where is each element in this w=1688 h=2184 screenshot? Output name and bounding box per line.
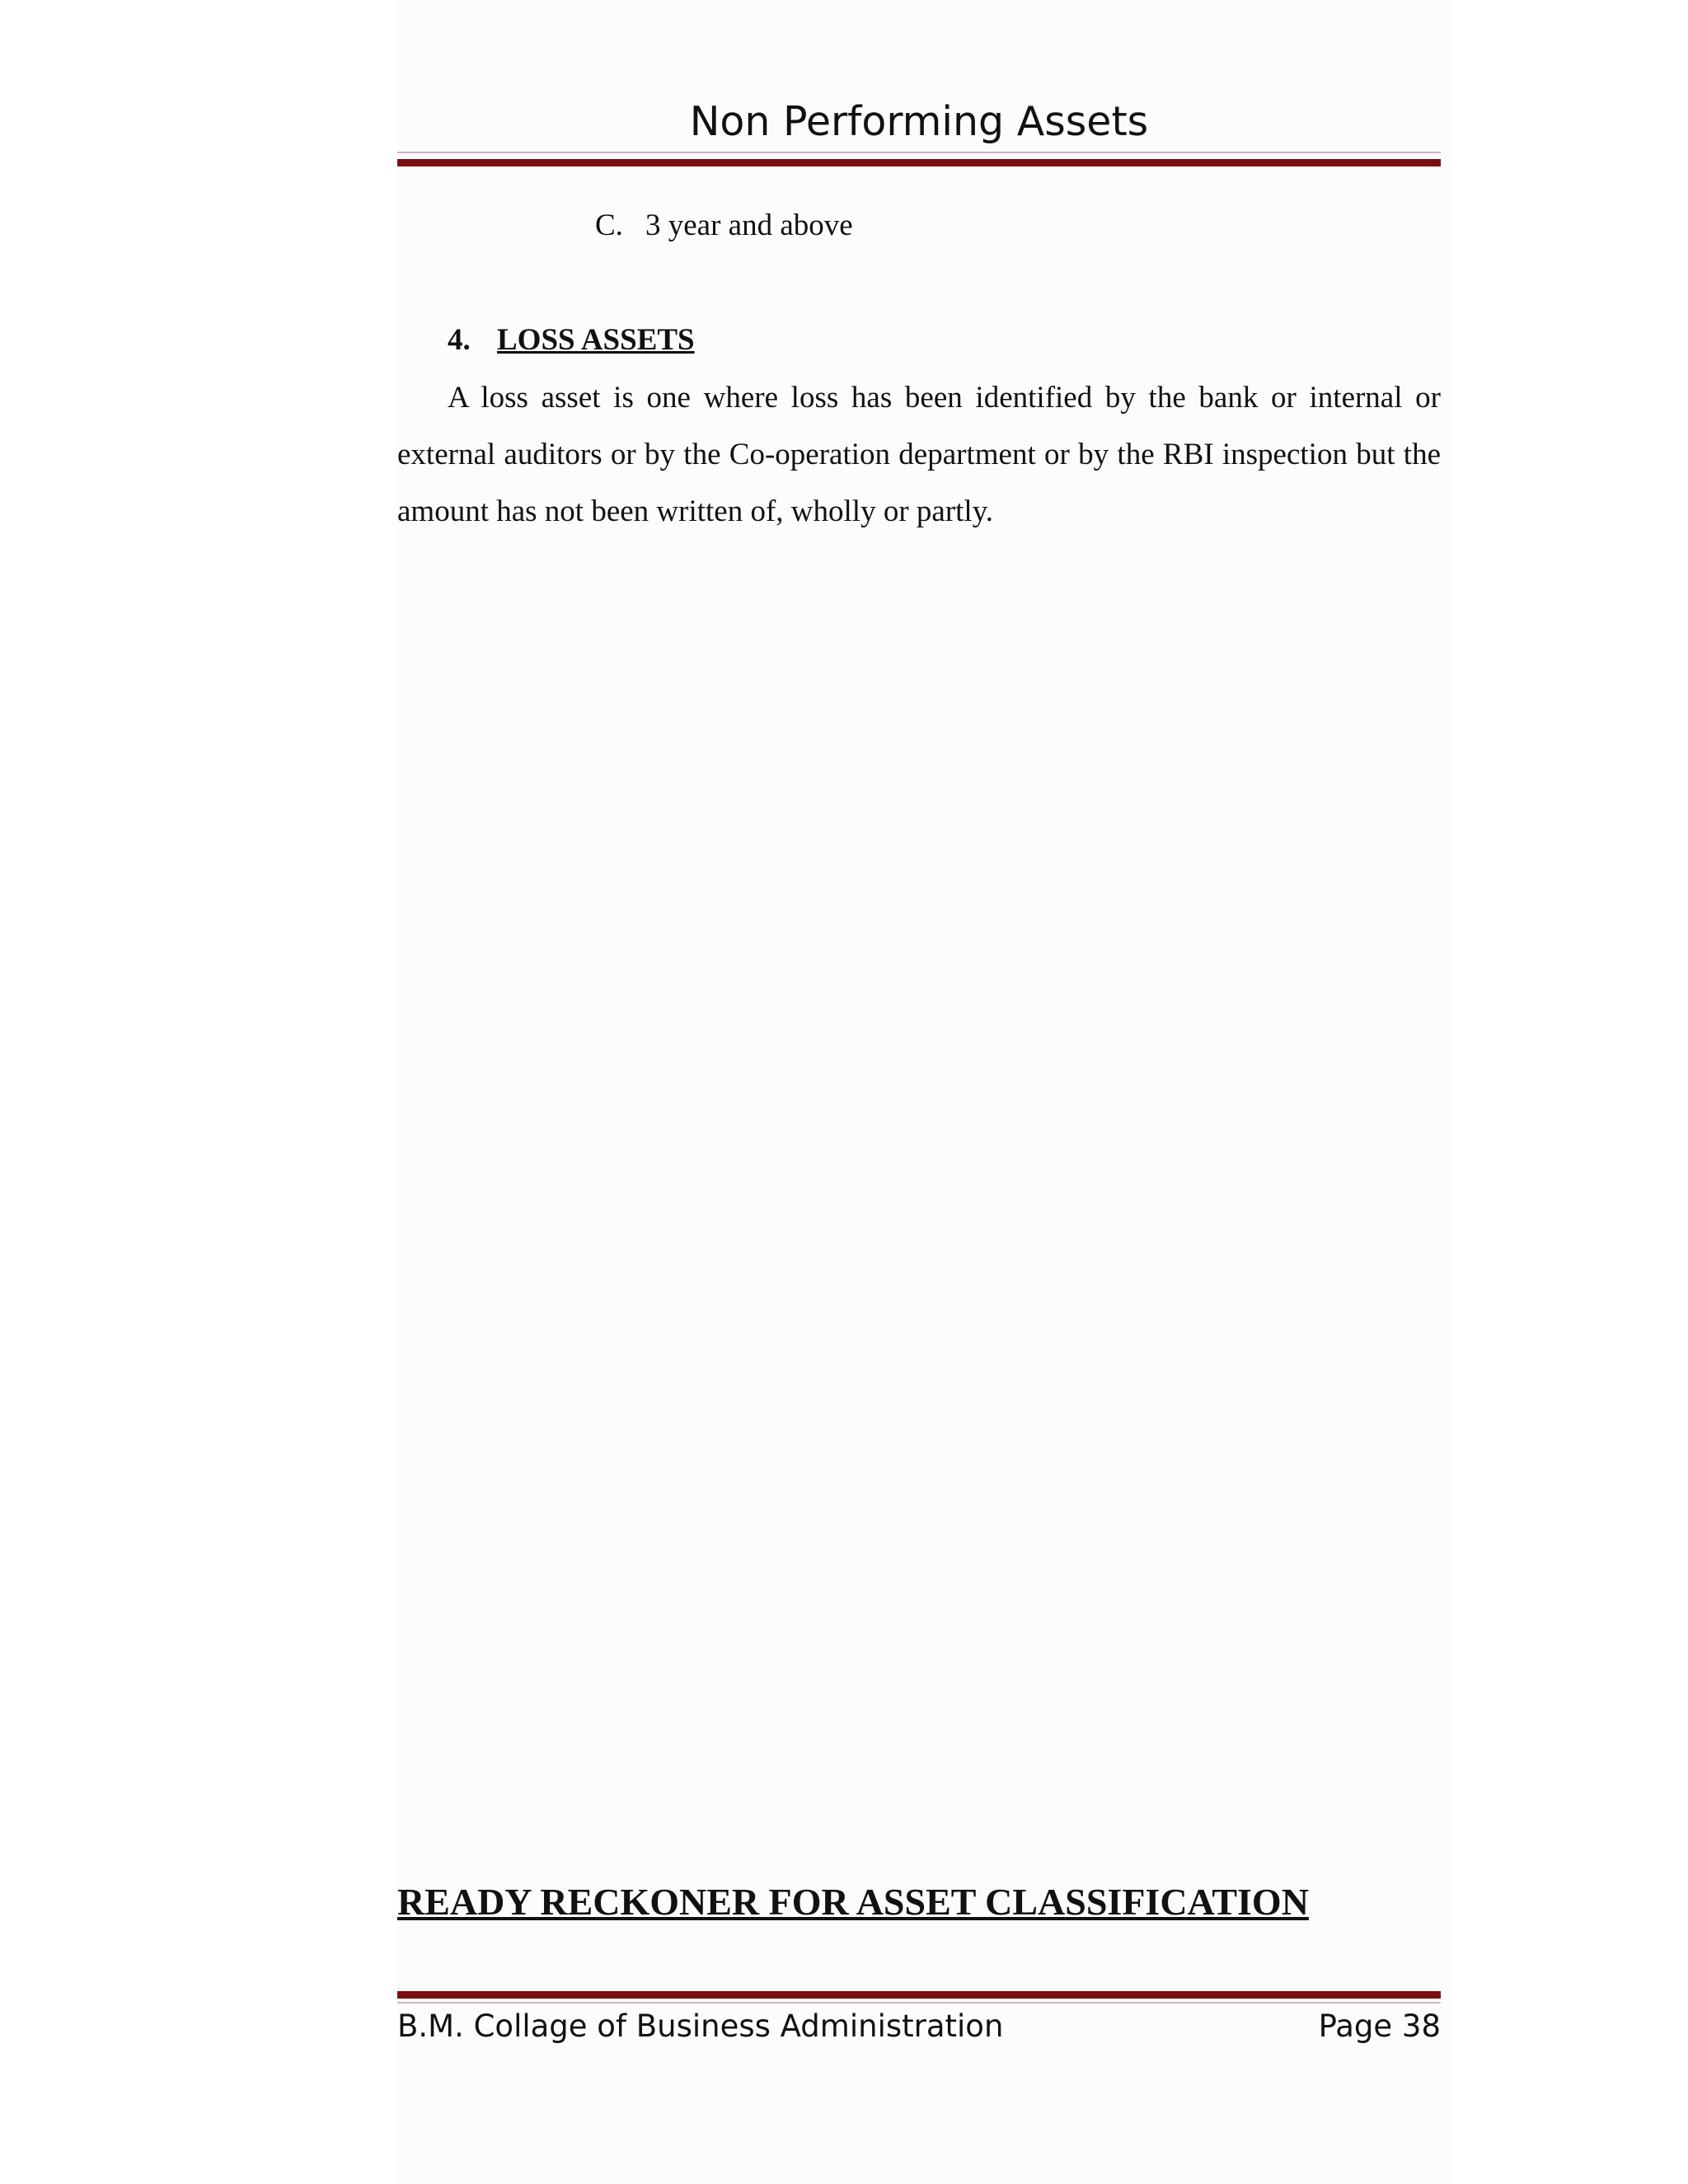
footer-divider-thin bbox=[397, 2002, 1441, 2004]
footer-divider-thick bbox=[397, 1991, 1441, 1999]
page-header-title: Non Performing Assets bbox=[689, 98, 1149, 145]
header-divider-thick bbox=[397, 159, 1441, 166]
section-number: 4. bbox=[448, 323, 471, 357]
section-title: LOSS ASSETS bbox=[497, 323, 695, 357]
next-section-heading: READY RECKONER FOR ASSET CLASSIFICATION bbox=[397, 1881, 1309, 1923]
header-divider-thin bbox=[397, 152, 1441, 153]
list-item bbox=[595, 204, 853, 247]
footer-page-number: Page 38 bbox=[1318, 2008, 1441, 2044]
footer-institution: B.M. Collage of Business Administration bbox=[397, 2008, 1004, 2044]
section-paragraph: A loss asset is one where loss has been identified by the bank or internal or external auditors or by the Co-operation department or by the RBI inspection but the amount has not been written of, wholly or partly. bbox=[397, 381, 1441, 528]
list-item-text: 3 year and above bbox=[645, 209, 853, 242]
section-heading bbox=[448, 319, 695, 362]
list-item-marker: C. bbox=[595, 209, 623, 242]
